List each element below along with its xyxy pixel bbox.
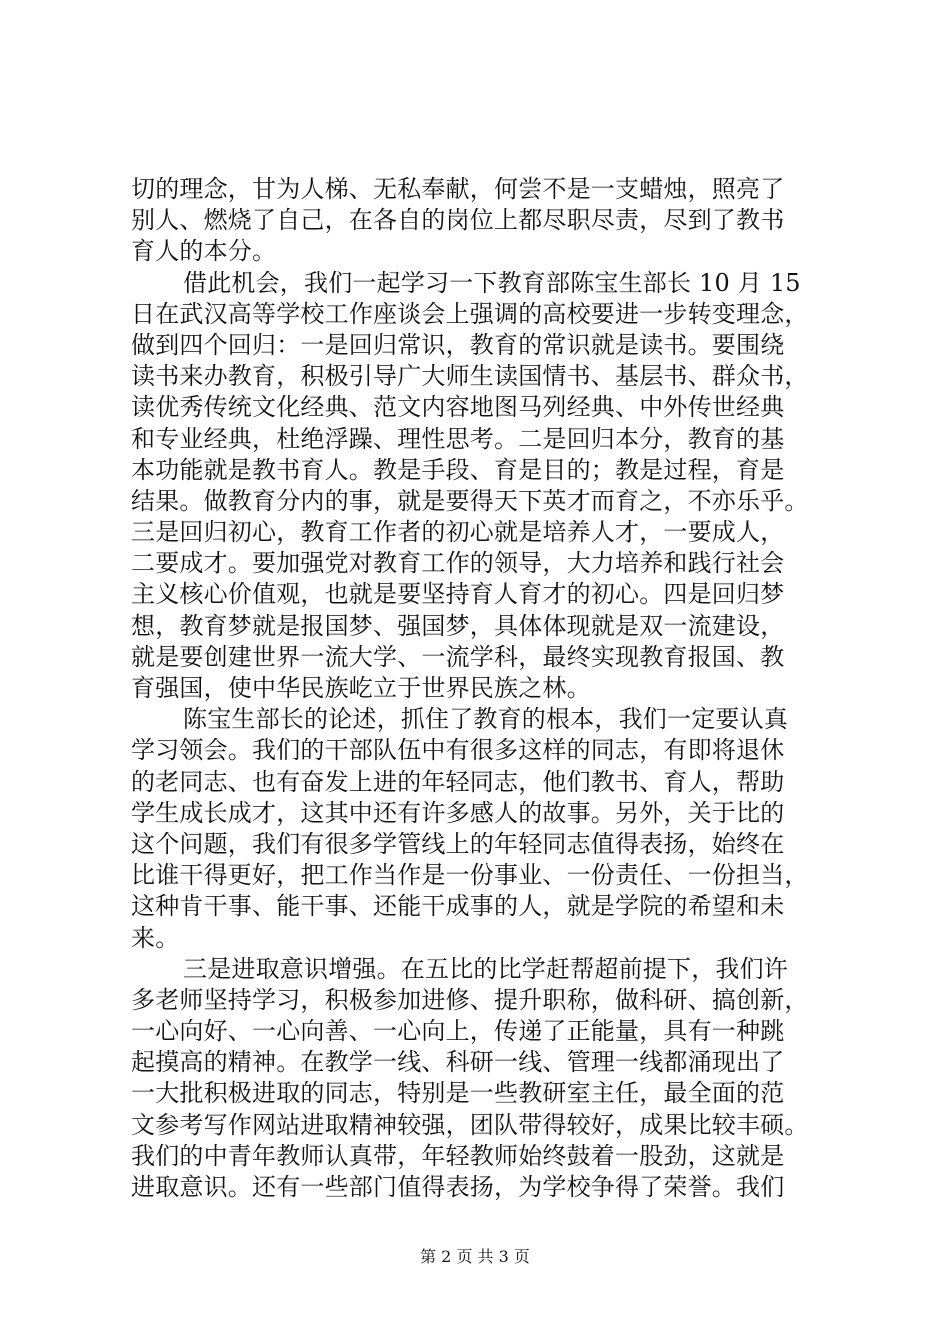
paragraph [131,954,831,1204]
text-line: 一心向好、一心向善、一心向上，传递了正能量，具有一种跳 [131,1017,785,1046]
text-line: 学生成长成才，这其中还有许多感人的故事。另外，关于比的 [131,798,785,827]
text-line: 本功能就是教书育人。教是手段、育是目的；教是过程，育是 [131,455,785,484]
text-line: 做到四个回归：一是回归常识，教育的常识就是读书。要围绕 [131,330,785,359]
text-line: 来。 [131,923,180,952]
text-line: 切的理念，甘为人梯、无私奉献，何尝不是一支蜡烛，照亮了 [131,175,785,203]
text-line: 读书来办教育，积极引导广大师生读国情书、基层书、群众书， [131,362,809,391]
text-line: 读优秀传统文化经典、范文内容地图马列经典、中外传世经典 [131,393,785,422]
text-line: 三是进取意识增强。在五比的比学赶帮超前提下，我们许 [183,954,788,983]
text-line: 就是要创建世界一流大学、一流学科，最终实现教育报国、教 [131,642,785,671]
text-line: 育人的本分。 [131,237,277,266]
page-footer: 第 2 页 共 3 页 [420,1247,530,1266]
text-line: 想，教育梦就是报国梦、强国梦，具体体现就是双一流建设， [131,611,785,640]
text-line: 和专业经典，杜绝浮躁、理性思考。二是回归本分，教育的基 [131,424,785,453]
text-line: 这个问题，我们有很多学管线上的年轻同志值得表扬，始终在 [131,829,785,858]
text-line: 比谁干得更好，把工作当作是一份事业、一份责任、一份担当， [131,861,809,890]
paragraph [131,704,831,954]
paragraph [131,268,831,705]
text-line: 日在武汉高等学校工作座谈会上强调的高校要进一步转变理念， [131,299,809,328]
text-line: 借此机会，我们一起学习一下教育部陈宝生部长 10 月 15 [183,268,801,297]
text-line: 文参考写作网站进取精神较强，团队带得较好，成果比较丰硕。 [131,1110,809,1139]
text-line: 进取意识。还有一些部门值得表扬，为学校争得了荣誉。我们 [131,1173,785,1201]
text-line: 三是回归初心，教育工作者的初心就是培养人才，一要成人， [131,518,785,547]
text-line: 多老师坚持学习，积极参加进修、提升职称，做科研、搞创新， [131,985,809,1014]
text-line: 别人、燃烧了自己，在各自的岗位上都尽职尽责，尽到了教书 [131,206,785,235]
text-line: 学习领会。我们的干部队伍中有很多这样的同志，有即将退休 [131,736,785,765]
text-line: 我们的中青年教师认真带，年轻教师始终鼓着一股劲，这就是 [131,1141,785,1170]
text-line: 的老同志、也有奋发上进的年轻同志，他们教书、育人，帮助 [131,767,785,796]
text-line: 这种肯干事、能干事、还能干成事的人，就是学院的希望和未 [131,892,785,921]
text-line: 主义核心价值观，也就是要坚持育人育才的初心。四是回归梦 [131,580,785,609]
text-line: 一大批积极进取的同志，特别是一些教研室主任，最全面的范 [131,1079,785,1108]
text-line: 二要成才。要加强党对教育工作的领导，大力培养和践行社会 [131,549,785,578]
text-line: 育强国，使中华民族屹立于世界民族之林。 [131,674,591,702]
paragraph [131,174,831,268]
text-line: 陈宝生部长的论述，抓住了教育的根本，我们一定要认真 [183,705,788,734]
document-body [131,174,831,1203]
text-line: 起摸高的精神。在教学一线、科研一线、管理一线都涌现出了 [131,1048,785,1077]
text-line: 结果。做教育分内的事，就是要得天下英才而育之，不亦乐乎。 [131,486,809,515]
